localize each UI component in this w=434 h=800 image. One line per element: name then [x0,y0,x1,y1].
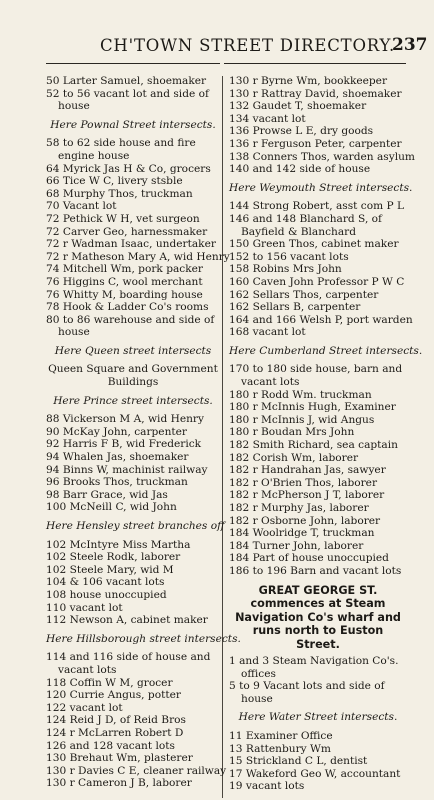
directory-entry: 90 McKay John, carpenter [46,425,187,438]
directory-entry: 182 r McPherson J T, laborer [229,489,385,502]
directory-entry: 186 to 196 Barn and vacant lots [229,564,402,577]
page-header [0,34,434,64]
directory-entry: 130 r Rattray David, shoemaker [229,87,402,100]
directory-entry: 162 Sellars B, carpenter [229,301,361,314]
directory-entry: 180 r Boudan Mrs John [229,426,355,439]
directory-entry: 64 Myrick Jas H & Co, grocers [46,162,211,175]
directory-entry: 102 Steele Mary, wid M [46,563,174,576]
directory-entry: 130 r Davies C E, cleaner railway [46,764,227,777]
intersection-heading: Here Cumberland Street intersects. [229,344,423,357]
directory-entry: 110 vacant lot [46,601,123,614]
intersection-heading: Here Pownal Street intersects. [50,118,216,131]
directory-entry: 184 Turner John, laborer [229,539,364,552]
directory-entry: 94 Whalen Jas, shoemaker [46,451,189,464]
directory-entry: 66 Tice W C, livery stsble [46,175,183,188]
directory-entry: 180 r Rodd Wm. truckman [229,388,372,401]
directory-entry: 94 Binns W, machinist railway [46,463,208,476]
directory-entry: 180 r McInnis Hugh, Examiner [229,401,396,414]
directory-entry: 5 to 9 Vacant lots and side of house [229,680,385,705]
directory-entry: 182 r Osborne John, laborer [229,514,381,527]
directory-entry: 13 Rattenbury Wm [229,742,331,755]
directory-entry: 124 r McLarren Robert D [46,726,184,739]
running-title: CH'TOWN STREET DIRECTORY. [100,36,396,55]
page-number: 237 [392,35,428,55]
directory-entry: 72 r Matheson Mary A, wid Henry [46,250,230,263]
directory-entry: 150 Green Thos, cabinet maker [229,238,399,251]
header-rule-left [46,63,220,64]
directory-entry: 114 and 116 side of house and vacant lots [46,651,211,676]
directory-entry: 58 to 62 side house and fire engine house [46,137,196,162]
directory-entry: 158 Robins Mrs John [229,263,342,276]
directory-entry: 92 Harris F B, wid Frederick [46,438,202,451]
directory-entry: 182 r O'Brien Thos, laborer [229,476,378,489]
directory-entry: 146 and 148 Blanchard S, of Bayfield & Blanchard [229,212,382,238]
directory-entry: 182 Corish Wm, laborer [229,451,359,464]
directory-entry: 76 Higgins C, wool merchant [46,275,203,288]
directory-entry: 134 vacant lot [229,112,306,125]
directory-entry: 152 to 156 vacant lots [229,250,349,263]
intersection-heading: Here Hillsborough street intersects. [46,632,241,645]
directory-entry: 102 Steele Rodk, laborer [46,551,181,564]
directory-entry: 184 Part of house unoccupied [229,552,389,565]
directory-entry: 50 Larter Samuel, shoemaker [46,75,207,87]
column-divider [222,76,223,798]
intersection-heading: Here Hensley street branches off [46,520,225,532]
directory-entry: 162 Sellars Thos, carpenter [229,288,379,301]
intersection-heading: Here Prince street intersects. [53,394,213,407]
directory-entry: 144 Strong Robert, asst com P L [229,200,405,213]
directory-entry: 138 Conners Thos, warden asylum [229,150,415,163]
directory-entry: 126 and 128 vacant lots [46,739,175,752]
directory-entry: 76 Whitty M, boarding house [46,288,203,301]
directory-entry: 78 Hook & Ladder Co's rooms [46,301,209,314]
directory-entry: 118 Coffin W M, grocer [46,676,173,689]
directory-entry: 184 Woolridge T, truckman [229,527,375,540]
directory-entry: 15 Strickland C L, dentist [229,755,368,768]
directory-entry: 108 house unoccupied [46,588,167,601]
directory-entry: 130 r Byrne Wm, bookkeeper [229,75,388,87]
directory-entry: 19 vacant lots [229,780,305,793]
directory-entry: 98 Barr Grace, wid Jas [46,488,168,501]
directory-entry: 72 Pethick W H, vet surgeon [46,212,200,225]
intersection-heading: Here Weymouth Street intersects. [229,181,413,194]
directory-entry: 80 to 86 warehouse and side of house [46,313,215,339]
directory-entry: 136 Prowse L E, dry goods [229,125,374,138]
directory-entry: 1 and 3 Steam Navigation Co's. offices [229,655,399,680]
directory-entry: 136 r Ferguson Peter, carpenter [229,137,402,150]
directory-entry: 182 r Murphy Jas, laborer [229,502,369,514]
directory-entry: 104 & 106 vacant lots [46,576,165,589]
directory-entry: 11 Examiner Office [229,730,333,743]
intersection-heading: Here Water Street intersects. [238,711,398,724]
directory-entry: 168 vacant lot [229,326,306,339]
landmark-note: Queen Square and Government Buildings [48,363,218,389]
directory-entry: 132 Gaudet T, shoemaker [229,100,367,113]
directory-entry: 160 Caven John Professor P W C [229,275,405,288]
directory-entry: 72 r Wadman Isaac, undertaker [46,238,216,251]
directory-entry: 182 Smith Richard, sea captain [229,439,398,452]
directory-entry: 102 McIntyre Miss Martha [46,538,191,551]
directory-entry: 70 Vacant lot [46,200,117,213]
directory-entry: 122 vacant lot [46,701,123,714]
directory-entry: 88 Vickerson M A, wid Henry [46,413,204,426]
directory-entry: 170 to 180 side house, barn and vacant lots [229,363,403,389]
right-column [229,75,423,793]
directory-entry: 180 r McInnis J, wid Angus [229,413,375,426]
directory-entry: 130 r Cameron J B, laborer [46,777,192,790]
left-column [46,75,241,790]
directory-entry: 130 Brehaut Wm, plasterer [46,752,193,765]
directory-entry: 164 and 166 Welsh P, port warden [229,313,413,326]
directory-entry: 182 r Handrahan Jas, sawyer [229,464,386,477]
directory-entry: 74 Mitchell Wm, pork packer [46,263,203,276]
directory-entry: 52 to 56 vacant lot and side of house [46,87,209,113]
directory-entry: 96 Brooks Thos, truckman [46,476,188,489]
intersection-heading: Here Queen street intersects [54,344,212,357]
header-rule-right [224,63,406,64]
directory-entry: 17 Wakeford Geo W, accountant [229,767,401,780]
directory-entry: 68 Murphy Thos, truckman [46,187,193,200]
directory-entry: 72 Carver Geo, harnessmaker [46,225,208,238]
street-heading: GREAT GEORGE ST. commences at Steam Navigation Co's wharf and runs north to Euston Street. [235,583,401,651]
directory-entry: 100 McNeill C, wid John [46,501,177,514]
directory-entry: 120 Currie Angus, potter [46,689,181,702]
directory-entry: 124 Reid J D, of Reid Bros [46,714,186,727]
directory-entry: 140 and 142 side of house [229,163,371,176]
directory-entry: 112 Newson A, cabinet maker [46,614,208,627]
